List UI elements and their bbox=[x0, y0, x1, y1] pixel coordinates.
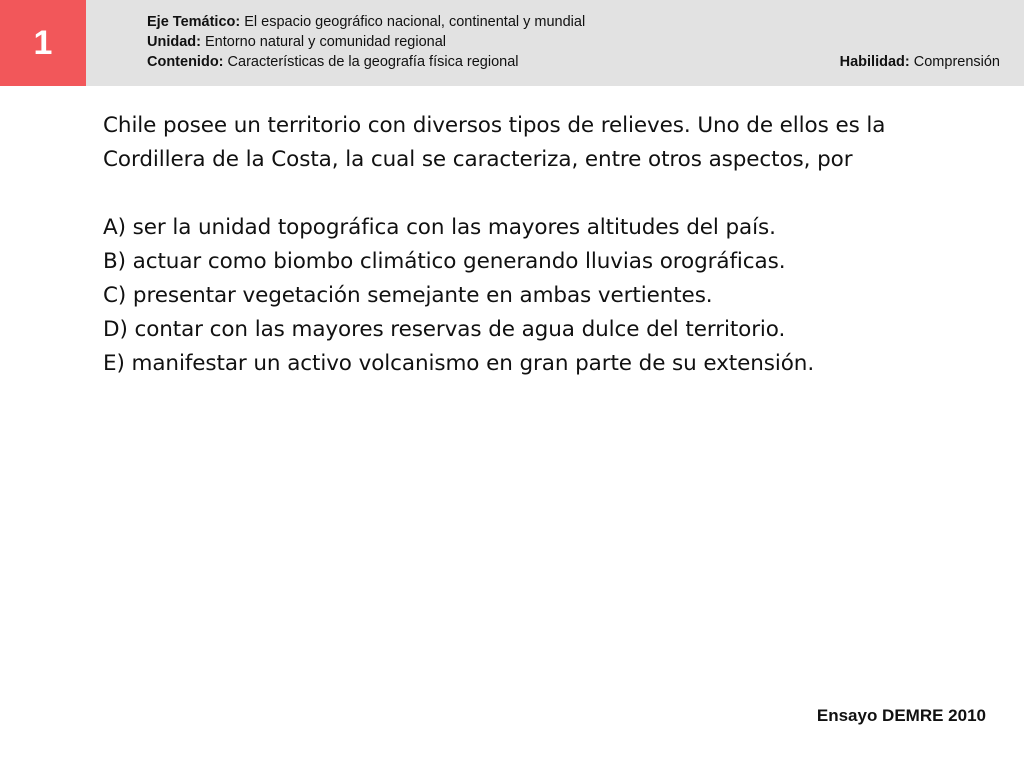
habilidad-line bbox=[840, 52, 1000, 72]
option-b: B) actuar como biombo climático generando lluvias orográficas. bbox=[103, 249, 786, 274]
eje-tematico-line bbox=[147, 12, 1007, 32]
question-number: 1 bbox=[33, 23, 53, 62]
unidad-line bbox=[147, 32, 1007, 52]
contenido-label: Contenido: bbox=[147, 54, 224, 70]
option-e: E) manifestar un activo volcanismo en gran parte de su extensión. bbox=[103, 351, 815, 376]
habilidad-label: Habilidad: bbox=[839, 54, 910, 70]
eje-tematico-label: Eje Temático: bbox=[147, 14, 241, 30]
eje-tematico-value: El espacio geográfico nacional, continental y mundial bbox=[240, 14, 586, 30]
question-line-1: Chile posee un territorio con diversos tipos de relieves. Uno de ellos es la bbox=[103, 113, 886, 138]
option-a: A) ser la unidad topográfica con las mayores altitudes del país. bbox=[103, 215, 776, 240]
question-stem bbox=[103, 109, 983, 177]
contenido-value: Características de la geografía física regional bbox=[223, 54, 519, 70]
option-c: C) presentar vegetación semejante en ambas vertientes. bbox=[103, 283, 713, 308]
question-number-badge bbox=[0, 0, 86, 86]
source-label: Ensayo DEMRE 2010 bbox=[816, 706, 986, 725]
option-d: D) contar con las mayores reservas de agua dulce del territorio. bbox=[103, 317, 786, 342]
unidad-label: Unidad: bbox=[147, 34, 201, 50]
question-line-2: Cordillera de la Costa, la cual se caracteriza, entre otros aspectos, por bbox=[103, 147, 853, 172]
answer-options bbox=[103, 211, 983, 381]
unidad-value: Entorno natural y comunidad regional bbox=[200, 34, 447, 50]
habilidad-value: Comprensión bbox=[909, 54, 1000, 70]
